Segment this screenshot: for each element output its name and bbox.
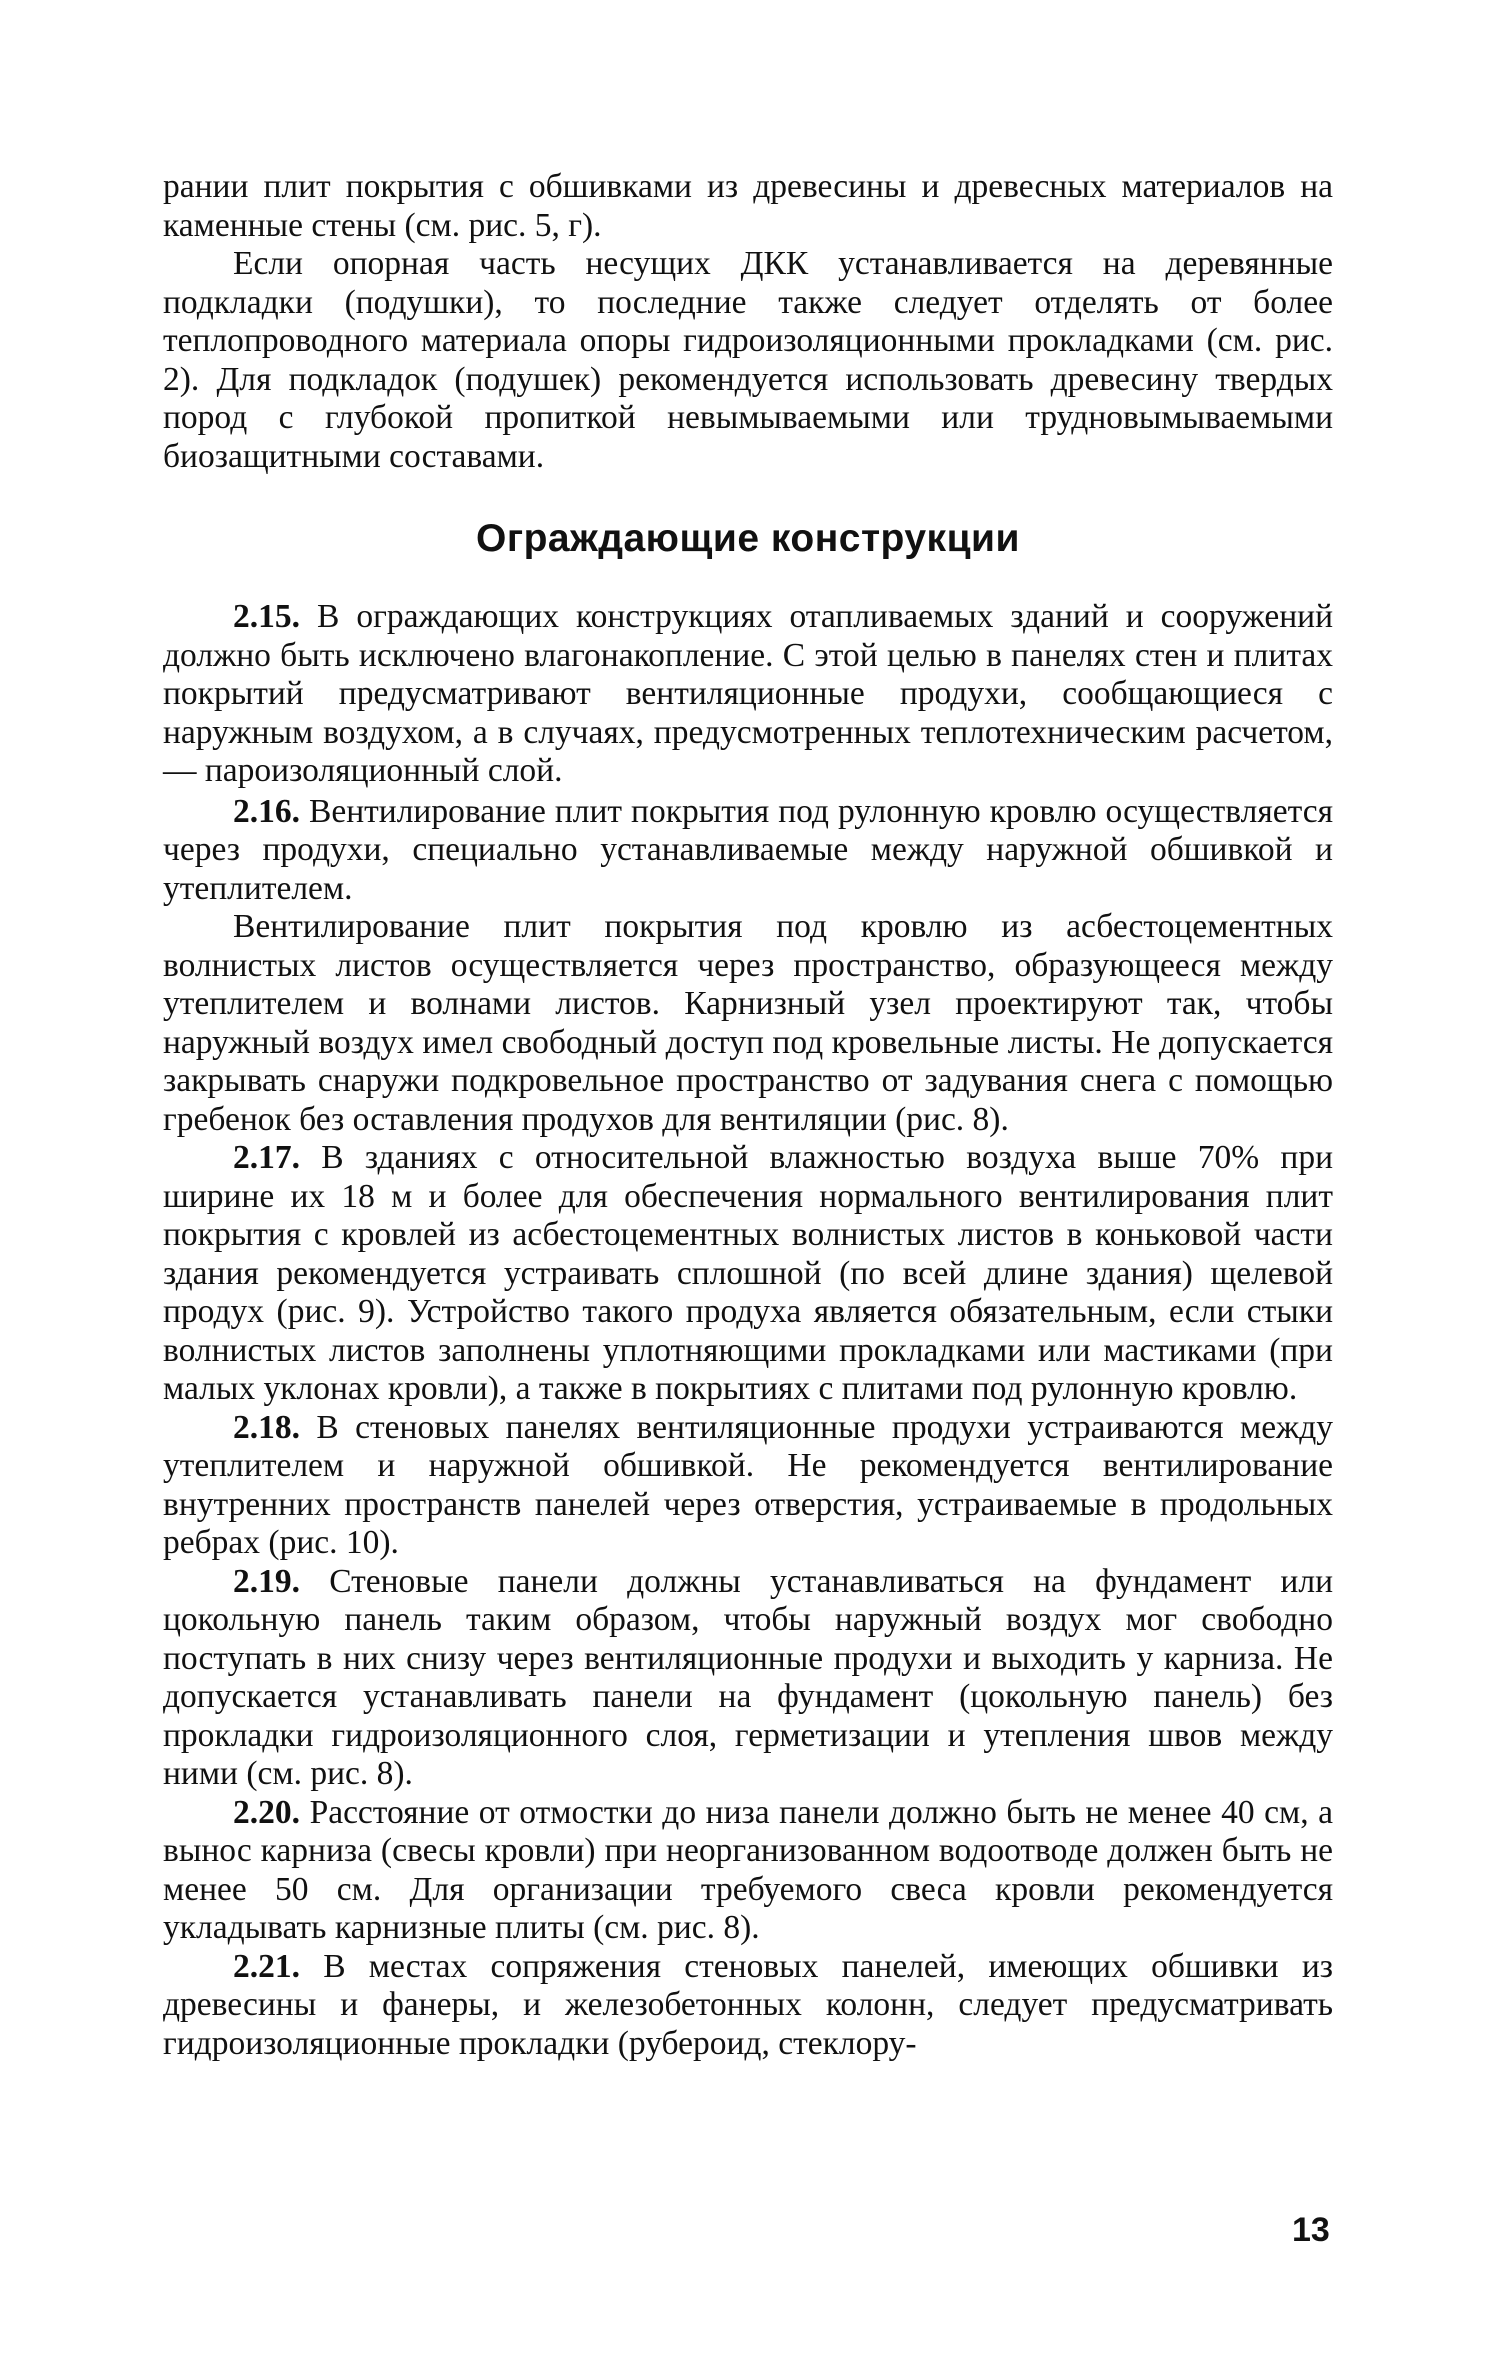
paragraph-text: Расстояние от отмостки до низа панели должно быть не менее 40 см, а вынос карниза (свесы кровли) при неорганизованном водоотводе должен быть не менее 50 см. Для организации требуемого свеса кровли рекомендуется укладывать карнизные плиты (см. рис. 8). [163, 1793, 1333, 1946]
paragraph-text: В местах сопряжения стеновых панелей, имеющих обшивки из древесины и фанеры, и железобетонных колонн, следует предусматривать гидроизоляционные прокладки (рубероид, стеклору- [163, 1947, 1333, 2062]
paragraph-2-17 [163, 1139, 1333, 1409]
paragraph-text: Стеновые панели должны устанавливаться на фундамент или цокольную панель таким образом, чтобы наружный воздух мог свободно поступать в них снизу через вентиляционные продухи и выходить у карниза. Не допускается устанавливать панели на фундамент (цокольную панель) без прокладки гидроизоляционного слоя, герметизации и утепления швов между ними (см. рис. 8). [163, 1562, 1333, 1792]
paragraph-2-20 [163, 1794, 1333, 1948]
page-body [163, 168, 1333, 2063]
paragraph-2-15 [163, 598, 1333, 791]
section-heading: Ограждающие конструкции [475, 517, 1021, 560]
paragraph-number: 2.19. [233, 1562, 300, 1600]
paragraph-text: В ограждающих конструкциях отапливаемых зданий и сооружений должно быть исключено влагонакопление. С этой целью в панелях стен и плитах покрытий предусматривают вентиляционные продухи, сообщающиеся с наружным воздухом, а в случаях, предусмотренных теплотехническим расчетом, — пароизоляционный слой. [163, 598, 1333, 789]
paragraph-text: В зданиях с относительной влажностью воздуха выше 70% при ширине их 18 м и более для обеспечения нормального вентилирования плит покрытия с кровлей из асбестоцементных волнистых листов в коньковой части здания рекомендуется устраивать сплошной (по всей длине здания) щелевой продух (рис. 9). Устройство такого продуха является обязательным, если стыки волнистых листов заполнены уплотняющими прокладками или мастиками (при малых уклонах кровли), а также в покрытиях с плитами под рулонную кровлю. [163, 1139, 1333, 1407]
page-number: 13 [1292, 2211, 1330, 2249]
intro-paragraph: Если опорная часть несущих ДКК устанавливается на деревянные подкладки (подушки), то последние также следует отделять от более теплопроводного материала опоры гидроизоляционными прокладками (см. рис. 2). Для подкладок (подушек) рекомендуется использовать древесину твердых пород с глубокой пропиткой невымываемыми или трудновымываемыми биозащитными составами. [163, 245, 1333, 475]
intro-continuation: рании плит покрытия с обшивками из древесины и древесных материалов на каменные стены (см. рис. 5, г). [163, 168, 1333, 244]
paragraph-text: Вентилирование плит покрытия под рулонную кровлю осуществляется через продухи, специально устанавливаемые между наружной обшивкой и утеплителем. [163, 792, 1334, 907]
paragraph-2-18 [163, 1409, 1333, 1563]
paragraph-number: 2.20. [233, 1793, 300, 1831]
paragraph-number: 2.18. [233, 1408, 300, 1446]
paragraph-2-16 [163, 793, 1333, 909]
paragraph-number: 2.16. [233, 792, 300, 830]
paragraph-2-19 [163, 1563, 1333, 1794]
paragraph-2-21 [163, 1948, 1333, 2064]
paragraph-number: 2.15. [233, 598, 300, 635]
paragraph-text: В стеновых панелях вентиляционные продухи устраиваются между утеплителем и наружной обшивкой. Не рекомендуется вентилирование внутренних пространств панелей через отверстия, устраиваемые в продольных ребрах (рис. 10). [163, 1408, 1333, 1561]
paragraph-number: 2.21. [233, 1947, 300, 1985]
paragraph-number: 2.17. [233, 1139, 300, 1176]
paragraph-2-16-continuation: Вентилирование плит покрытия под кровлю из асбестоцементных волнистых листов осуществляется через пространство, образующееся между утеплителем и волнами листов. Карнизный узел проектируют так, чтобы наружный воздух имел свободный доступ под кровельные листы. Не допускается закрывать снаружи подкровельное пространство от задувания снега с помощью гребенок без оставления продухов для вентиляции (рис. 8). [163, 908, 1333, 1138]
